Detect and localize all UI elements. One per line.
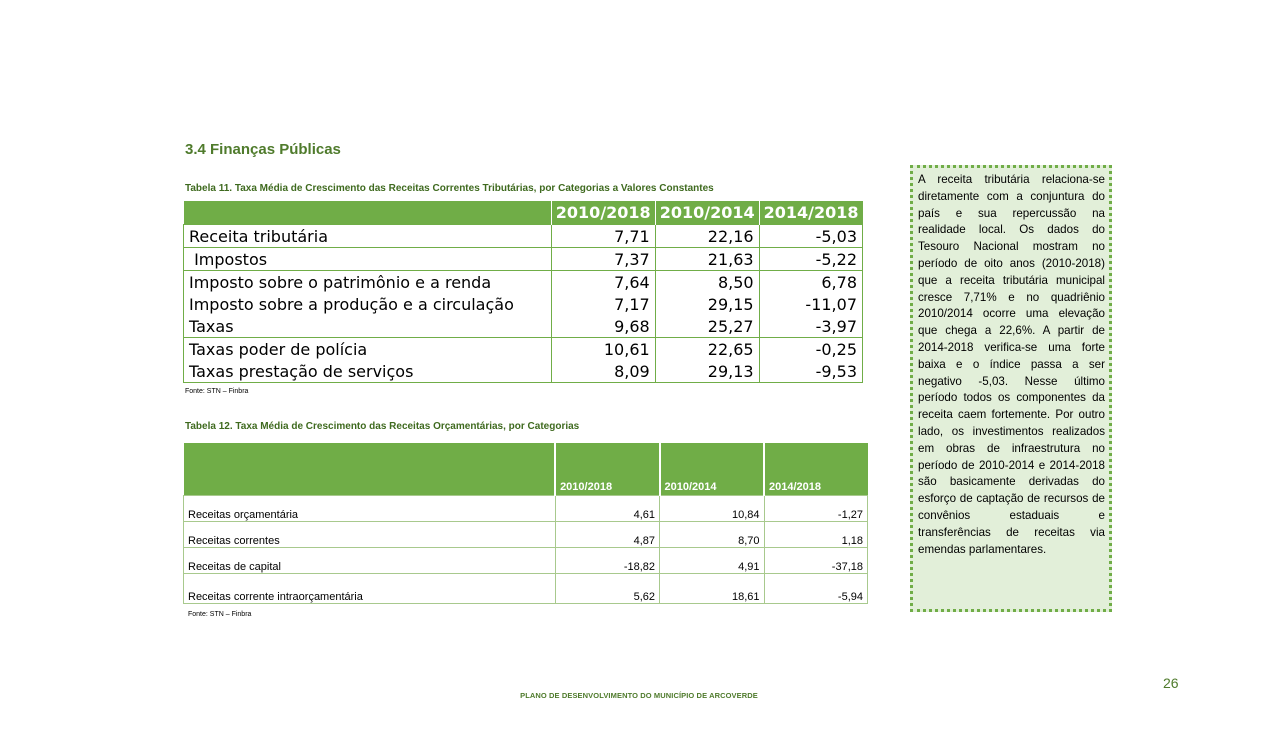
cell-value: 8,50 [655, 271, 759, 294]
table12-header-col3: 2014/2018 [764, 443, 868, 496]
sidebar-commentary-box: A receita tributária relaciona-se diretamente com a conjuntura do país e sua repercussão na realidade local. Os dados do Tesouro Nacional mostram no período de oito anos (2010-2018) que a receita tributária municipal cresce 7,71% e no quadriênio 2010/2014 ocorre uma elevação que chega a 22,6%. A partir de 2014-2018 verifica-se uma forte baixa e o índice passa a ser negativo -5,03. Nesse último período todos os componentes da receita caem fortemente. Por outro lado, os investimentos realizados em obras de infraestrutura no período de 2010-2014 e 2014-2018 são basicamente derivadas do esforço de captação de recursos de convênios estaduais e transferências de receitas via emendas parlamentares. [910, 165, 1112, 612]
cell-value: 10,61 [551, 338, 655, 361]
row-label: Receitas de capital [184, 548, 556, 574]
cell-value: 1,18 [764, 522, 868, 548]
row-label: Imposto sobre a produção e a circulação [184, 293, 552, 315]
table12-header-col1: 2010/2018 [555, 443, 659, 496]
cell-value: -5,22 [759, 248, 862, 271]
cell-value: -0,25 [759, 338, 862, 361]
cell-value: 10,84 [660, 496, 764, 522]
table12-source: Fonte: STN – Finbra [188, 611, 252, 618]
section-title: 3.4 Finanças Públicas [185, 141, 341, 158]
cell-value: 8,70 [660, 522, 764, 548]
cell-value: 4,91 [660, 548, 764, 574]
cell-value: 7,64 [551, 271, 655, 294]
cell-value: 9,68 [551, 315, 655, 338]
table12-header-col2: 2010/2014 [660, 443, 764, 496]
cell-value: -37,18 [764, 548, 868, 574]
table12-header-label [184, 443, 556, 496]
row-label: Impostos [184, 248, 552, 271]
cell-value: 7,71 [551, 225, 655, 248]
cell-value: 22,16 [655, 225, 759, 248]
cell-value: -3,97 [759, 315, 862, 338]
footer: PLANO DE DESENVOLVIMENTO DO MUNICÍPIO DE ARCOVERDE [520, 691, 758, 700]
table11-header-label [184, 201, 552, 225]
row-label: Receitas corrente intraorçamentária [184, 574, 556, 604]
cell-value: -18,82 [555, 548, 659, 574]
cell-value: 21,63 [655, 248, 759, 271]
cell-value: -9,53 [759, 360, 862, 383]
cell-value: 7,37 [551, 248, 655, 271]
cell-value: -5,94 [764, 574, 868, 604]
table11-header-col2: 2010/2014 [655, 201, 759, 225]
row-label: Taxas poder de polícia [184, 338, 552, 361]
table11-header-row [184, 201, 863, 225]
table12-caption: Tabela 12. Taxa Média de Crescimento das Receitas Orçamentárias, por Categorias [185, 421, 580, 432]
cell-value: -5,03 [759, 225, 862, 248]
cell-value: 5,62 [555, 574, 659, 604]
cell-value: 4,61 [555, 496, 659, 522]
table-row [184, 548, 868, 574]
table-row [184, 360, 863, 383]
cell-value: -1,27 [764, 496, 868, 522]
table-row [184, 293, 863, 315]
row-label: Imposto sobre o patrimônio e a renda [184, 271, 552, 294]
cell-value: 8,09 [551, 360, 655, 383]
table11 [183, 201, 863, 383]
cell-value: 4,87 [555, 522, 659, 548]
row-label: Receita tributária [184, 225, 552, 248]
cell-value: 25,27 [655, 315, 759, 338]
cell-value: 29,15 [655, 293, 759, 315]
table-row [184, 248, 863, 271]
table11-header-col1: 2010/2018 [551, 201, 655, 225]
cell-value: 29,13 [655, 360, 759, 383]
table-row [184, 315, 863, 338]
page-number: 26 [1163, 675, 1179, 691]
cell-value: 18,61 [660, 574, 764, 604]
cell-value: 6,78 [759, 271, 862, 294]
row-label: Taxas prestação de serviços [184, 360, 552, 383]
table11-source: Fonte: STN – Finbra [185, 388, 249, 395]
row-label: Taxas [184, 315, 552, 338]
cell-value: -11,07 [759, 293, 862, 315]
table-row [184, 225, 863, 248]
table-row [184, 496, 868, 522]
cell-value: 7,17 [551, 293, 655, 315]
row-label: Receitas orçamentária [184, 496, 556, 522]
table12 [183, 443, 868, 604]
table-row [184, 338, 863, 361]
table-row [184, 522, 868, 548]
table11-caption: Tabela 11. Taxa Média de Crescimento das Receitas Correntes Tributárias, por Categorias a Valores Constantes [185, 183, 714, 194]
table-row [184, 574, 868, 604]
row-label: Receitas correntes [184, 522, 556, 548]
cell-value: 22,65 [655, 338, 759, 361]
table12-header-row [184, 443, 868, 496]
table-row [184, 271, 863, 294]
table11-header-col3: 2014/2018 [759, 201, 862, 225]
